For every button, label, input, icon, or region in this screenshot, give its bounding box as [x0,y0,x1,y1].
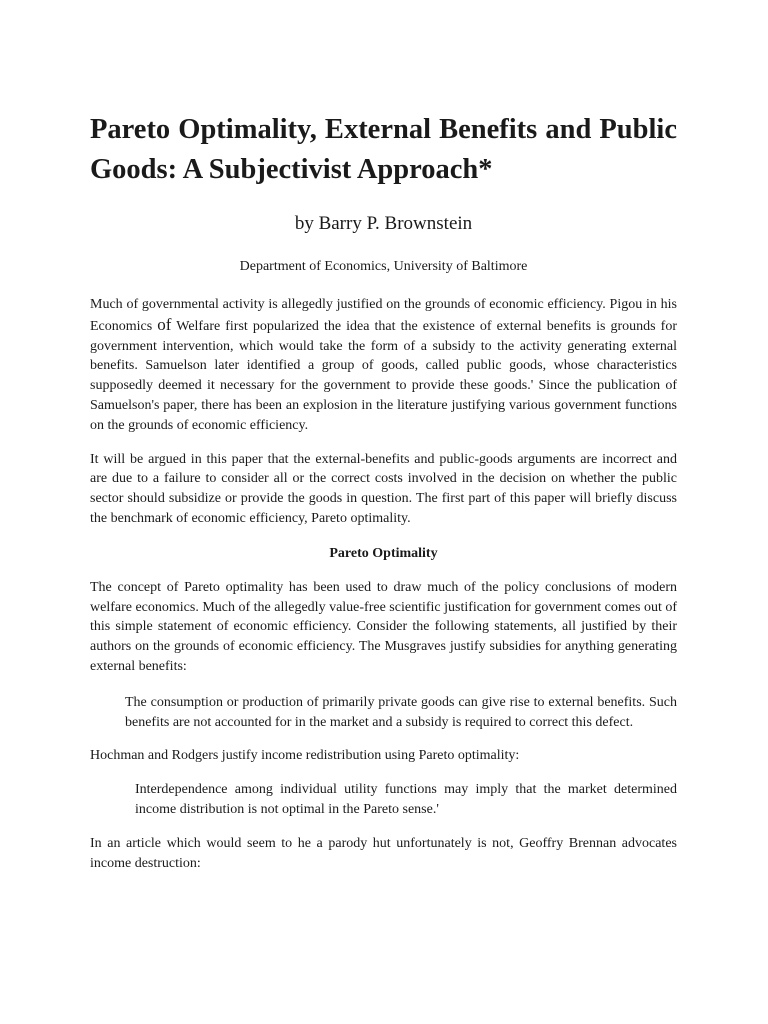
paper-author: by Barry P. Brownstein [294,213,473,234]
thesis-paragraph: It will be argued in this paper that the external-benefits and public-goods arguments are incorrect and are due to a failure to consider all or the correct costs involved in the decision on whether the public sector should subsidize or provide the goods in question. The first part of this paper will briefly discuss the benchmark of economic efficiency, Pareto optimality. [90,451,677,526]
intro-paragraph-part-1: Much of governmental activity is allegedly justified on the grounds of economic efficiency. Pigou in his Economics [90,297,677,334]
brennan-paragraph: In an article which would seem to he a parody hut unfortunately is not, Geoffry Brennan advocates income destruction: [90,835,677,871]
paper-title: Pareto Optimality, External Benefits and Public Goods: A Subjectivist Approach* [90,114,677,185]
intro-paragraph [90,295,677,436]
hochman-rodgers-paragraph: Hochman and Rodgers justify income redistribution using Pareto optimality: [90,748,520,764]
musgrave-quote: The consumption or production of primarily private goods can give rise to external benefits. Such benefits are not accounted for in the market and a subsidy is required to correct this defect. [125,694,677,730]
intro-paragraph-part-2: Welfare first popularized the idea that the existence of external benefits is grounds for government intervention, which would take the form of a subsidy to the activity generating external benefits. Samuelson later identified a group of goods, called public goods, whose characteristics supposedly deemed it necessary for the government to provide these goods.' Since the publication of Samuelson's paper, there has been an explosion in the literature justifying various government functions on the grounds of economic efficiency. [90,318,677,433]
section-heading-pareto-optimality: Pareto Optimality [329,545,438,561]
intro-paragraph-of-word: of [157,314,172,334]
pareto-paragraph: The concept of Pareto optimality has been used to draw much of the policy conclusions of modern welfare economics. Much of the allegedly value-free scientific justification for government comes out of this simple statement of economic efficiency. Consider the following statements, all justified by their authors on the grounds of economic efficiency. The Musgraves justify subsidies for anything generating external benefits: [90,579,678,674]
paper-page [90,110,677,873]
author-affiliation: Department of Economics, University of Baltimore [239,259,528,274]
hochman-rodgers-quote: Interdependence among individual utility functions may imply that the market determined income distribution is not optimal in the Pareto sense.' [135,782,677,817]
